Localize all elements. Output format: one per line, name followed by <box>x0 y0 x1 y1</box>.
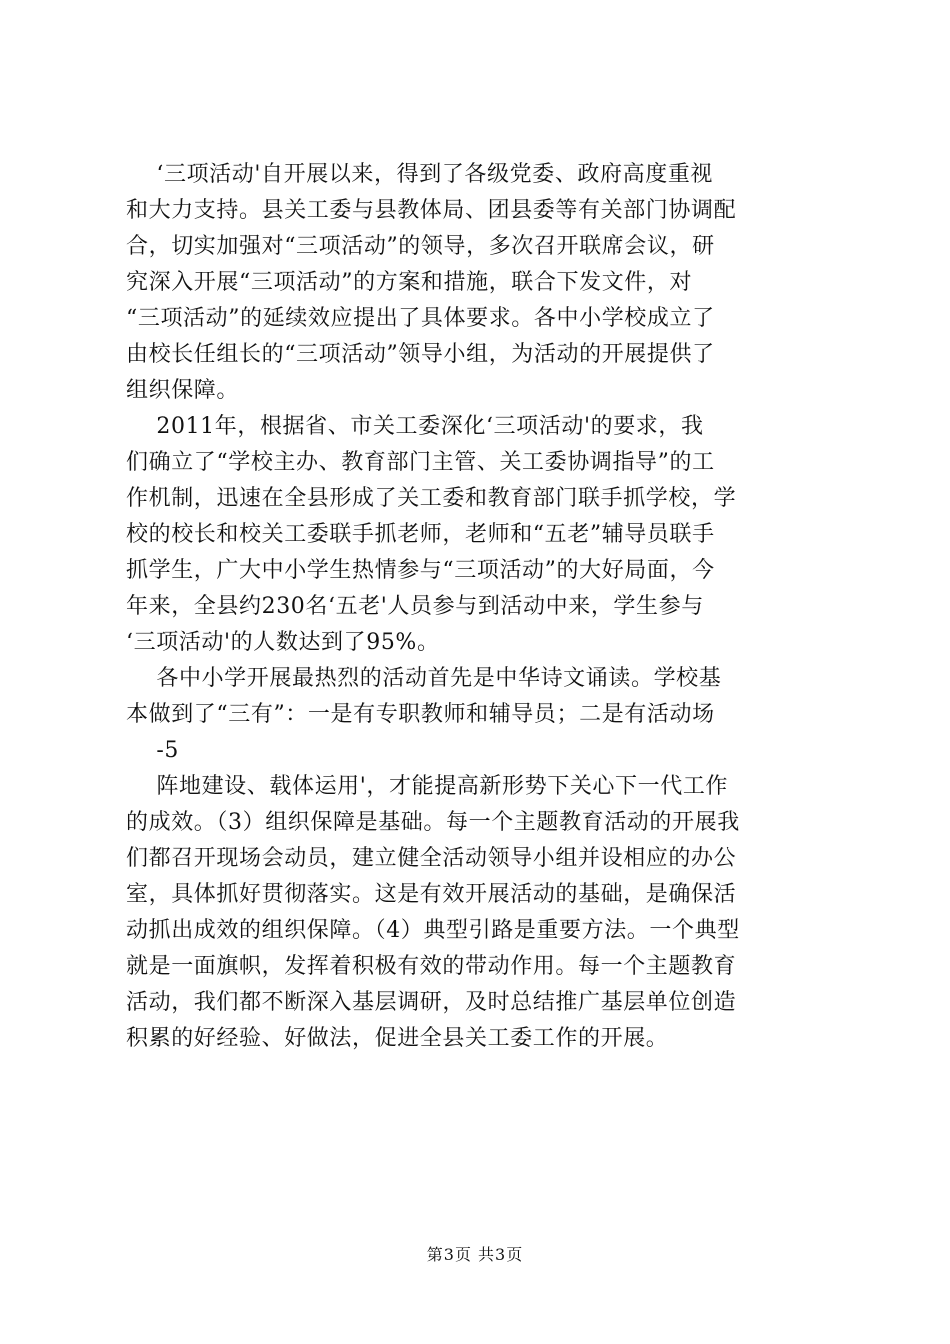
text-line: ‘三项活动'的人数达到了95%。 <box>126 630 440 655</box>
text-line: 2011年，根据省、市关工委深化‘三项活动'的要求，我 <box>126 414 704 439</box>
text-line: 由校长任组长的“三项活动”领导小组，为活动的开展提供了 <box>126 342 715 367</box>
page-footer: 第3页 共3页 <box>426 1245 524 1264</box>
text-line: 作机制，迅速在全县形成了关工委和教育部门联手抓学校，学 <box>126 486 737 511</box>
text-line: ‘三项活动'自开展以来，得到了各级党委、政府高度重视 <box>126 162 714 187</box>
text-line: 和大力支持。县关工委与县教体局、团县委等有关部门协调配 <box>126 198 737 223</box>
text-line: 阵地建设、载体运用'，才能提高新形势下关心下一代工作 <box>126 774 729 799</box>
text-line: 室，具体抓好贯彻落实。这是有效开展活动的基础，是确保活 <box>126 882 737 907</box>
text-line: 们确立了“学校主办、教育部门主管、关工委协调指导”的工 <box>126 450 715 475</box>
text-line: 年来，全县约230名‘五老'人员参与到活动中来，学生参与 <box>126 594 704 619</box>
text-line: 就是一面旗帜，发挥着积极有效的带动作用。每一个主题教育 <box>126 954 737 979</box>
text-line: 动抓出成效的组织保障。（4）典型引路是重要方法。一个典型 <box>126 918 740 943</box>
page-marker: -5 <box>126 738 180 763</box>
text-line: 的成效。（3）组织保障是基础。每一个主题教育活动的开展我 <box>126 810 740 835</box>
text-line: 组织保障。 <box>126 378 240 403</box>
text-line: 校的校长和校关工委联手抓老师，老师和“五老”辅导员联手 <box>126 522 715 547</box>
text-line: 活动，我们都不断深入基层调研，及时总结推广基层单位创造 <box>126 990 737 1015</box>
text-line: “三项活动”的延续效应提出了具体要求。各中小学校成立了 <box>126 306 715 331</box>
text-line: 们都召开现场会动员，建立健全活动领导小组并设相应的办公 <box>126 846 737 871</box>
text-line: 合，切实加强对“三项活动”的领导，多次召开联席会议，研 <box>126 234 715 259</box>
document-body <box>126 157 836 1057</box>
text-line: 本做到了“三有”：一是有专职教师和辅导员；二是有活动场 <box>126 702 715 727</box>
text-line: 各中小学开展最热烈的活动首先是中华诗文诵读。学校基 <box>126 666 722 691</box>
text-line: 积累的好经验、好做法，促进全县关工委工作的开展。 <box>126 1026 669 1051</box>
text-line: 抓学生，广大中小学生热情参与“三项活动”的大好局面，今 <box>126 558 715 583</box>
text-line: 究深入开展“三项活动”的方案和措施，联合下发文件，对 <box>126 270 693 295</box>
